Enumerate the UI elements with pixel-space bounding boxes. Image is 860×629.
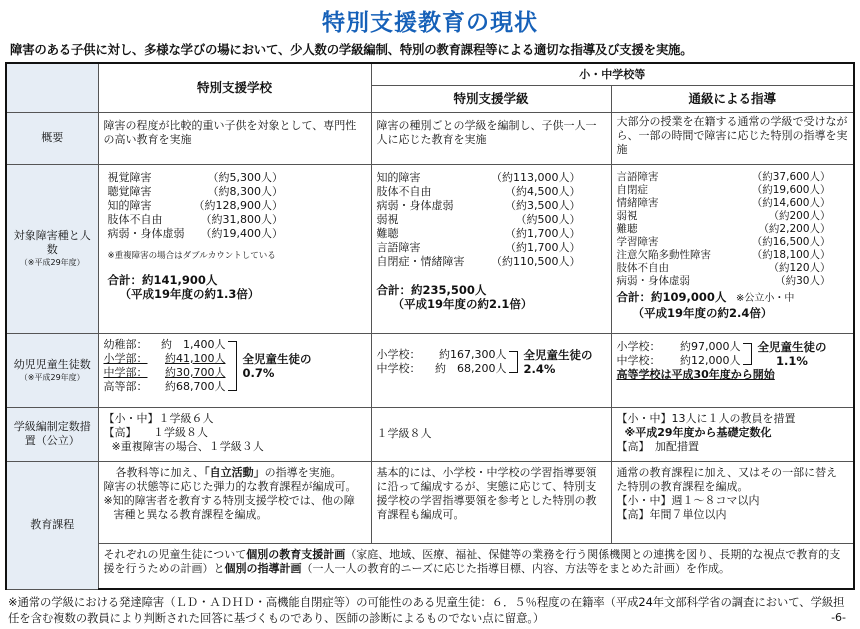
curriculum-shared-t3: （一人一人の教育的ニーズに応じた指導目標、内容、方法等をまとめた計画）を作成。 xyxy=(301,562,730,576)
curriculum-special-school-pre: 各教科等に加え、 xyxy=(115,465,205,479)
list-item-name: 弱視 xyxy=(376,212,399,226)
row-label-overview: 概要 xyxy=(6,113,98,165)
overview-special-class: 障害の種別ごとの学級を編制し、子供一人一人に応じた教育を実施 xyxy=(371,113,611,165)
list-item-count: 約12,000人 xyxy=(680,353,741,367)
header-special-school: 特別支援学校 xyxy=(98,63,371,113)
target-resource-room-total-line xyxy=(617,290,849,306)
curriculum-resource-room-line1: 通常の教育課程に加え、又はその一部に替えた特別の教育課程を編成。 xyxy=(616,465,838,493)
students-special-class-ratio-label: 全児童生徒の xyxy=(523,347,593,362)
list-item-name: 自閉症 xyxy=(616,183,648,196)
class-size-resource-room-line3: 【高】 加配措置 xyxy=(616,439,699,453)
students-special-school-ratio-label: 全児童生徒の xyxy=(242,351,312,366)
list-item-count: 約41,100人 xyxy=(165,351,226,365)
list-item-name: 小学校： xyxy=(376,347,421,361)
students-resource-room-bracket xyxy=(743,343,752,365)
overview-resource-room: 大部分の授業を在籍する通常の学級で受けながら、一部の時間で障害に応じた特別の指導を実施 xyxy=(611,113,854,165)
list-item-count: （約19,400人） xyxy=(200,226,283,240)
class-size-resource-room-line1: 【小・中】13人に１人の教員を措置 xyxy=(616,411,796,425)
list-item-count: （約500人） xyxy=(515,212,581,226)
list-item-name: 注意欠陥多動性障害 xyxy=(616,248,711,261)
list-item-count: 約 68,200人 xyxy=(435,361,507,375)
header-corner xyxy=(6,63,98,113)
list-item-count: 約30,700人 xyxy=(165,365,226,379)
row-label-students-note: （※平成29年度） xyxy=(19,372,85,382)
list-item-name: 肢体不自由 xyxy=(616,261,669,274)
students-special-class-ratio-box xyxy=(524,348,593,376)
target-resource-room xyxy=(611,164,854,333)
list-item-name: 知的障害 xyxy=(376,170,421,184)
students-special-school xyxy=(98,333,371,407)
students-special-school-list xyxy=(104,338,226,394)
curriculum-special-class: 基本的には、小学校・中学校の学習指導要領に沿って編成するが、実態に応じて、特別支援学校の学習指導要領を参考とした特別の教育課程も編成可。 xyxy=(371,461,611,544)
target-resource-room-total: 合計：約109,000人 xyxy=(616,289,727,304)
students-special-school-bracket xyxy=(228,341,237,391)
row-label-students xyxy=(6,333,98,407)
target-special-school-comparison: （平成19年度の約1.3倍） xyxy=(119,286,260,301)
list-item-count: （約128,900人） xyxy=(193,198,283,212)
list-item-count: （約18,100人） xyxy=(751,248,831,261)
list-item-name: 弱視 xyxy=(616,209,638,222)
list-item-name: 高等部： xyxy=(103,379,148,393)
list-item-count: （約4,500人） xyxy=(505,184,581,198)
list-item-count: （約37,600人） xyxy=(751,170,831,183)
list-item-name: 難聴 xyxy=(376,226,399,240)
list-item-count: （約1,700人） xyxy=(505,240,581,254)
list-item-count: 約167,300人 xyxy=(439,347,507,361)
list-item-name: 学習障害 xyxy=(616,235,659,248)
target-special-school-list xyxy=(107,170,283,241)
curriculum-shared-b1: 個別の教育支援計画 xyxy=(246,548,346,562)
students-resource-room-high-school: 高等学校は平成30年度から開始 xyxy=(616,367,775,381)
list-item-name: 肢体不自由 xyxy=(107,212,163,226)
list-item-count: 約 1,400人 xyxy=(161,337,226,351)
list-item-count: 約68,700人 xyxy=(165,379,226,393)
row-label-class-size: 学級編制定数措置（公立） xyxy=(6,407,98,461)
list-item-count: （約8,300人） xyxy=(207,184,283,198)
list-item-count: （約31,800人） xyxy=(200,212,283,226)
students-resource-room-ratio-label: 全児童生徒の xyxy=(757,339,827,354)
students-resource-room-group xyxy=(617,340,849,368)
target-special-class-comparison: （平成19年度の約2.1倍） xyxy=(392,296,533,311)
header-elem-mid: 小・中学校等 xyxy=(371,63,854,86)
target-special-class xyxy=(371,164,611,333)
list-item-count: （約200人） xyxy=(768,209,831,222)
curriculum-shared-t1: それぞれの児童生徒について xyxy=(103,548,247,562)
list-item-name: 情緒障害 xyxy=(616,196,659,209)
target-special-school-note: ※重複障害の場合はダブルカウントしている xyxy=(107,250,276,261)
list-item-name: 病弱・身体虚弱 xyxy=(616,274,690,287)
row-label-target xyxy=(6,164,98,333)
list-item-name: 幼稚部： xyxy=(103,337,148,351)
target-special-school xyxy=(98,164,371,333)
list-item-count: （約3,500人） xyxy=(505,198,581,212)
curriculum-special-school-line3: ※知的障害者を教育する特別支援学校では、他の障害種と異なる教育課程を編成。 xyxy=(103,493,355,521)
list-item-count: （約5,300人） xyxy=(207,170,283,184)
list-item-name: 言語障害 xyxy=(376,240,421,254)
students-resource-room-ratio-box xyxy=(758,340,827,368)
row-label-target-text: 対象障害種と人数 xyxy=(13,229,91,257)
list-item-count: （約110,500人） xyxy=(491,254,581,268)
class-size-special-school-line2: 【高】 １学級８人 xyxy=(103,425,208,439)
list-item-count: 約97,000人 xyxy=(680,339,741,353)
list-item-name: 肢体不自由 xyxy=(376,184,432,198)
target-special-class-list xyxy=(377,171,606,269)
list-item-name: 言語障害 xyxy=(616,170,659,183)
students-special-class xyxy=(371,333,611,407)
students-special-class-list xyxy=(377,348,507,376)
curriculum-shared xyxy=(98,544,854,589)
list-item-count: （約30人） xyxy=(775,274,831,287)
target-resource-room-comparison: （平成19年度の約2.4倍） xyxy=(632,305,773,320)
page-number: -6- xyxy=(831,611,846,624)
list-item-name: 聴覚障害 xyxy=(107,184,152,198)
curriculum-resource-room-line3: 【高】年間７単位以内 xyxy=(616,507,727,521)
page-subtitle: 障害のある子供に対し、多様な学びの場において、少人数の学級編制、特別の教育課程等による適切な指導及び支援を実施。 xyxy=(10,42,693,57)
list-item-name: 視覚障害 xyxy=(107,170,152,184)
curriculum-special-school-post: の指導を実施。 xyxy=(264,465,342,479)
list-item-count: （約16,500人） xyxy=(751,235,831,248)
row-label-curriculum: 教育課程 xyxy=(6,461,98,589)
students-special-school-group xyxy=(104,338,366,394)
row-label-students-text: 幼児児童生徒数 xyxy=(13,357,91,371)
list-item-count: （約120人） xyxy=(768,261,831,274)
header-resource-room: 通級による指導 xyxy=(611,86,854,113)
students-special-class-ratio: 2.4% xyxy=(523,361,556,376)
list-item-count: （約19,600人） xyxy=(751,183,831,196)
students-special-school-ratio: 0.7% xyxy=(242,365,275,380)
list-item-name: 自閉症・情緒障害 xyxy=(376,254,465,268)
list-item-name: 病弱・身体虚弱 xyxy=(107,226,185,240)
page-title: 特別支援教育の現状 xyxy=(322,10,538,36)
list-item-name: 中学校： xyxy=(616,353,661,367)
status-table xyxy=(5,62,855,590)
list-item-count: （約113,000人） xyxy=(491,170,581,184)
footer-note: ※通常の学級における発達障害（ＬＤ・ＡＤＨＤ・高機能自閉症等）の可能性のある児童生徒：６．５％程度の在籍率（平成24年文部科学省の調査において、学級担任を含む複数の教員により判断された回答に基づくものであり、医師の診断によるものでない点に留意。） xyxy=(8,595,845,625)
overview-special-school: 障害の程度が比較的重い子供を対象として、専門性の高い教育を実施 xyxy=(98,113,371,165)
class-size-special-school xyxy=(98,407,371,461)
students-special-school-ratio-box xyxy=(243,352,312,380)
list-item-count: （約2,200人） xyxy=(758,222,831,235)
students-special-class-bracket xyxy=(509,351,518,373)
class-size-special-school-line1: 【小・中】１学級６人 xyxy=(103,411,214,425)
curriculum-special-school xyxy=(98,461,371,544)
list-item-count: （約1,700人） xyxy=(505,226,581,240)
target-special-class-total: 合計：約235,500人 xyxy=(376,282,487,297)
curriculum-special-school-line1 xyxy=(104,466,366,480)
students-special-class-group xyxy=(377,348,606,376)
class-size-special-school-line3: ※重複障害の場合、１学級３人 xyxy=(111,439,264,453)
curriculum-resource-room xyxy=(611,461,854,544)
target-special-school-total: 合計：約141,900人 xyxy=(107,272,218,287)
target-resource-room-total-note: ※公立小・中 xyxy=(736,292,795,304)
curriculum-shared-b2: 個別の指導計画 xyxy=(224,562,302,576)
students-resource-room xyxy=(611,333,854,407)
header-special-class: 特別支援学級 xyxy=(371,86,611,113)
list-item-name: 中学部： xyxy=(103,365,148,379)
class-size-special-class: １学級８人 xyxy=(371,407,611,461)
class-size-resource-room xyxy=(611,407,854,461)
list-item-name: 小学校： xyxy=(616,339,661,353)
list-item-name: 病弱・身体虚弱 xyxy=(376,198,454,212)
curriculum-resource-room-line2: 【小・中】週１～８コマ以内 xyxy=(616,493,760,507)
class-size-resource-room-line2: ※平成29年度から基礎定数化 xyxy=(624,425,772,439)
students-resource-room-ratio: 1.1% xyxy=(776,353,808,368)
curriculum-special-school-bold: 「自立活動」 xyxy=(204,465,265,479)
list-item-count: （約14,600人） xyxy=(751,196,831,209)
list-item-name: 小学部： xyxy=(103,351,148,365)
students-resource-room-list xyxy=(617,340,741,368)
curriculum-shared-t2: （家庭、地域、医療、福祉、保健等の業務を行う関係機関との連携を図り、長期的な視点で教育的支援を行うための計画）と xyxy=(103,548,841,576)
target-resource-room-list xyxy=(617,171,849,288)
row-label-target-note: （※平成29年度） xyxy=(19,258,85,268)
list-item-name: 中学校： xyxy=(376,361,421,375)
list-item-name: 難聴 xyxy=(616,222,638,235)
curriculum-special-school-line2: 障害の状態等に応じた弾力的な教育課程が編成可。 xyxy=(103,479,357,493)
list-item-name: 知的障害 xyxy=(107,198,152,212)
